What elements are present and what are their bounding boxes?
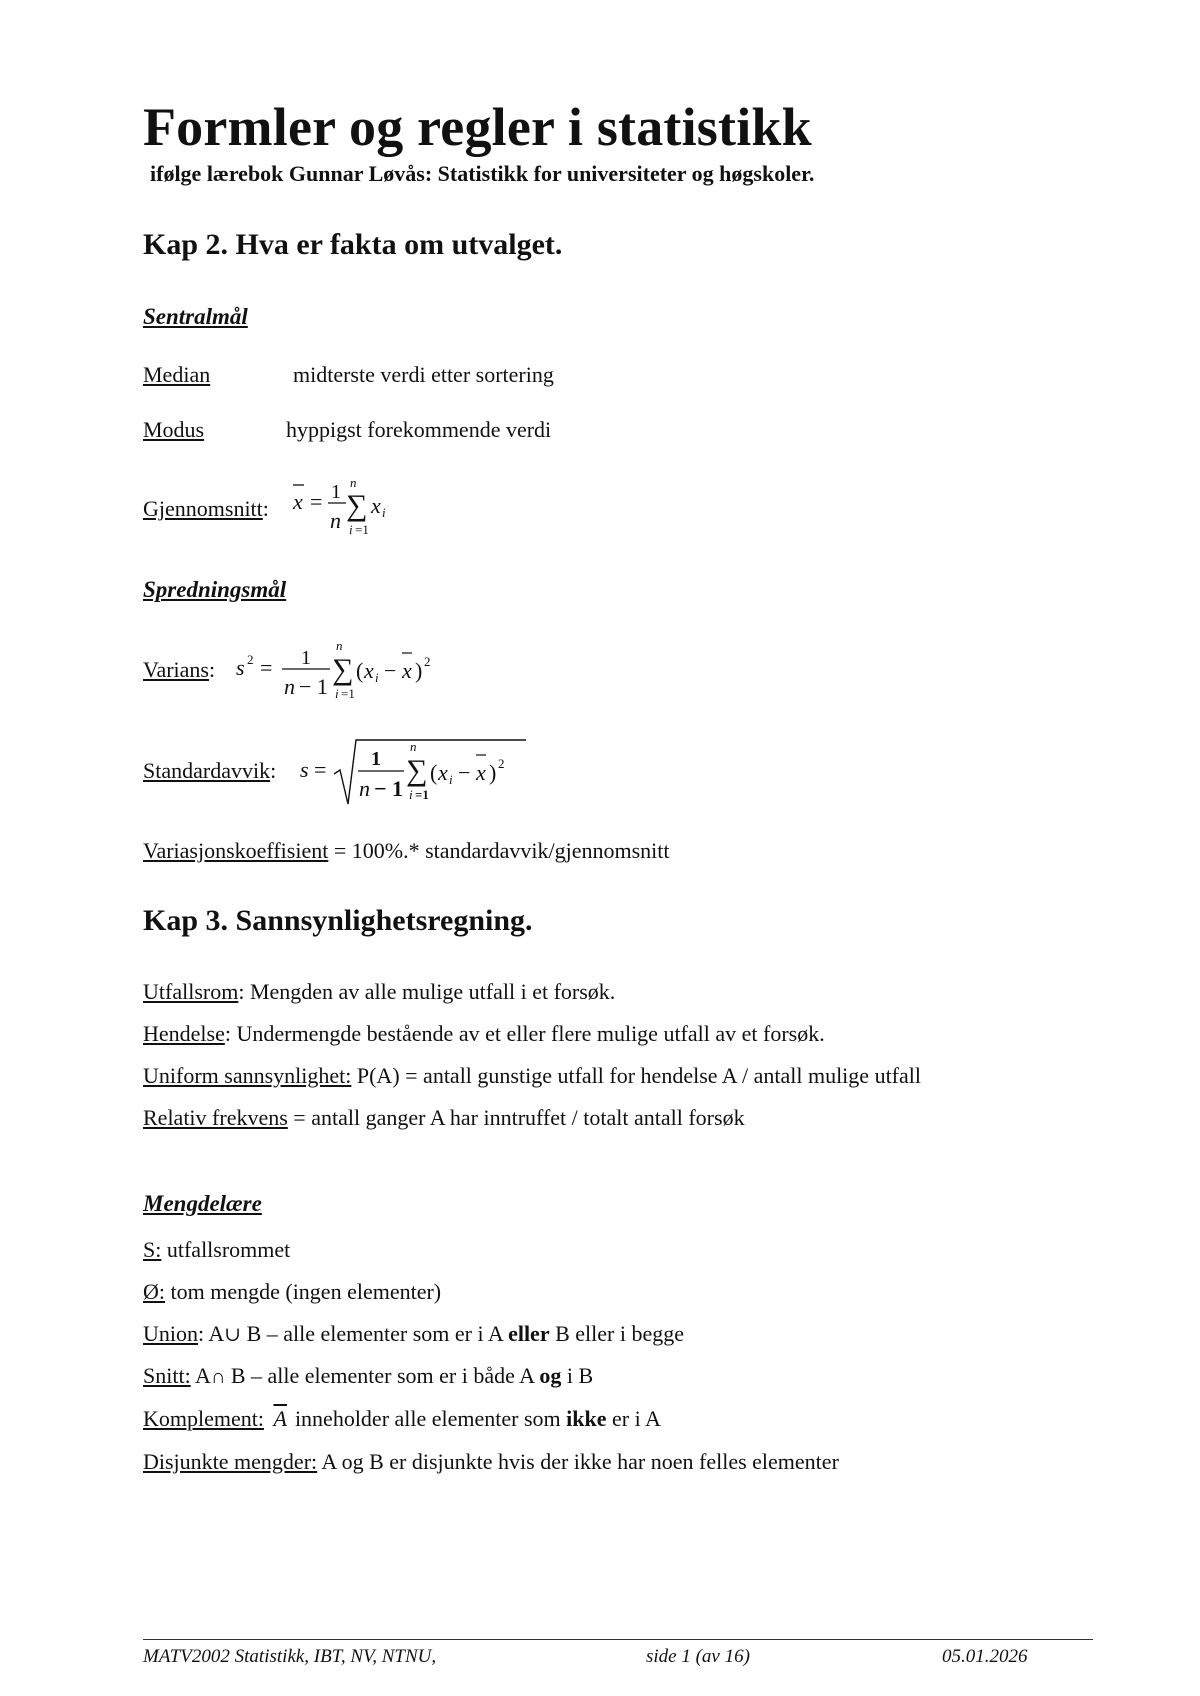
section-mengdelaere: Mengdelære bbox=[143, 1191, 262, 1216]
document-title: Formler og regler i statistikk bbox=[143, 97, 812, 157]
varians-row: Varians: bbox=[143, 657, 216, 682]
chapter-2-heading: Kap 2. Hva er fakta om utvalget. bbox=[143, 228, 563, 261]
modus-definition: hyppigst forekommende verdi bbox=[286, 417, 552, 442]
modus-row bbox=[143, 417, 204, 443]
svg-text:i: i bbox=[375, 670, 379, 685]
stddev-formula bbox=[296, 730, 536, 810]
footer-divider bbox=[143, 1639, 1093, 1640]
s-definition: utfallsrommet bbox=[161, 1237, 291, 1262]
modus-label: Modus bbox=[143, 417, 205, 442]
svg-text:=: = bbox=[314, 757, 327, 782]
s-label: S: bbox=[143, 1237, 162, 1262]
relativ-frekvens-row bbox=[143, 1105, 745, 1131]
disjunkte-label: Disjunkte mengder: bbox=[143, 1449, 318, 1474]
svg-text:n: n bbox=[359, 776, 370, 801]
variasjonskoeffisient-row bbox=[143, 838, 669, 864]
svg-text:2: 2 bbox=[424, 654, 431, 669]
disjunkte-row bbox=[143, 1449, 839, 1475]
variasjon-label: Variasjonskoeffisient bbox=[143, 838, 329, 863]
svg-text:∑: ∑ bbox=[406, 754, 428, 787]
median-definition: midterste verdi etter sortering bbox=[293, 362, 554, 387]
uniform-label: Uniform sannsynlighet: bbox=[143, 1063, 352, 1088]
svg-text:n: n bbox=[284, 674, 295, 699]
document-subtitle: ifølge lærebok Gunnar Løvås: Statistikk for universiteter og høgskoler. bbox=[150, 161, 815, 186]
svg-text:(: ( bbox=[356, 658, 364, 683]
tom-label: Ø: bbox=[143, 1279, 165, 1304]
svg-text:=: = bbox=[310, 489, 323, 514]
chapter-3-heading: Kap 3. Sannsynlighetsregning. bbox=[143, 904, 533, 937]
svg-text:∑: ∑ bbox=[346, 489, 368, 522]
svg-text:): ) bbox=[415, 658, 423, 683]
svg-text:s: s bbox=[236, 655, 245, 680]
svg-text:): ) bbox=[489, 760, 497, 785]
svg-text:=1: =1 bbox=[415, 787, 429, 802]
median-label: Median bbox=[143, 362, 211, 387]
svg-text:n: n bbox=[336, 638, 343, 653]
svg-text:n: n bbox=[350, 476, 357, 490]
svg-text:n: n bbox=[330, 508, 341, 533]
variasjon-definition: = 100%.* standardavvik/gjennomsnitt bbox=[328, 838, 670, 863]
svg-text:x: x bbox=[402, 658, 412, 683]
svg-text:s: s bbox=[300, 757, 309, 782]
union-label: Union bbox=[143, 1321, 198, 1346]
variance-formula bbox=[232, 636, 452, 706]
svg-text:i: i bbox=[449, 772, 453, 787]
svg-text:1: 1 bbox=[371, 748, 381, 770]
snitt-label: Snitt: bbox=[143, 1363, 191, 1388]
standardavvik-label: Standardavvik bbox=[143, 758, 271, 783]
svg-text:x: x bbox=[293, 489, 303, 514]
hendelse-row bbox=[143, 1021, 825, 1047]
svg-text:1: 1 bbox=[331, 481, 341, 503]
svg-text:2: 2 bbox=[247, 652, 254, 667]
disjunkte-definition: A og B er disjunkte hvis der ikke har noen felles elementer bbox=[317, 1449, 839, 1474]
svg-text:−: − bbox=[384, 658, 397, 683]
mean-formula bbox=[288, 476, 408, 542]
section-spredningsmal: Spredningsmål bbox=[143, 577, 287, 602]
footer-date: 05.01.2026 bbox=[942, 1646, 1028, 1667]
komplement-row: Komplement: $\overline{A}$ inneholder alle elementer som ikke er i A bbox=[143, 1406, 661, 1431]
svg-text:2: 2 bbox=[498, 756, 505, 771]
svg-text:(: ( bbox=[430, 760, 438, 785]
svg-text:i: i bbox=[349, 522, 353, 537]
union-symbol-icon: ∪ bbox=[224, 1324, 242, 1346]
svg-text:−: − bbox=[458, 760, 471, 785]
gjennomsnitt-row: Gjennomsnitt: bbox=[143, 496, 269, 521]
section-sentralmal: Sentralmål bbox=[143, 304, 248, 329]
svg-text:− 1: − 1 bbox=[299, 674, 328, 699]
svg-text:x: x bbox=[364, 658, 374, 683]
svg-text:x: x bbox=[371, 493, 381, 518]
footer-course: MATV2002 Statistikk, IBT, NV, NTNU, bbox=[143, 1646, 437, 1667]
svg-text:x: x bbox=[476, 760, 486, 785]
hendelse-label: Hendelse bbox=[143, 1021, 225, 1046]
utfallsrom-label: Utfallsrom bbox=[143, 979, 239, 1004]
svg-text:x: x bbox=[438, 760, 448, 785]
svg-text:i: i bbox=[335, 686, 339, 701]
svg-text:=1: =1 bbox=[341, 686, 355, 701]
svg-text:∑: ∑ bbox=[332, 653, 354, 686]
s-row bbox=[143, 1237, 290, 1263]
svg-text:=: = bbox=[260, 655, 273, 680]
utfallsrom-row bbox=[143, 979, 615, 1005]
intersection-symbol-icon: ∩ bbox=[210, 1366, 226, 1388]
footer-page-number: side 1 (av 16) bbox=[646, 1646, 750, 1667]
uniform-row bbox=[143, 1063, 921, 1089]
svg-text:1: 1 bbox=[301, 647, 311, 669]
svg-text:=1: =1 bbox=[355, 522, 369, 537]
complement-a-symbol-icon: $\overline{A}$ bbox=[273, 1406, 287, 1431]
gjennomsnitt-label: Gjennomsnitt bbox=[143, 496, 263, 521]
komplement-label: Komplement: bbox=[143, 1406, 264, 1431]
svg-text:i: i bbox=[382, 505, 386, 520]
standardavvik-row: Standardavvik: bbox=[143, 758, 277, 783]
uniform-definition: P(A) = antall gunstige utfall for hendelse A / antall mulige utfall bbox=[351, 1063, 921, 1088]
median-row bbox=[143, 362, 210, 388]
svg-text:n: n bbox=[410, 739, 417, 754]
svg-text:− 1: − 1 bbox=[374, 776, 404, 801]
union-row: Union: A∪ B – alle elementer som er i A eller B eller i begge bbox=[143, 1321, 684, 1346]
snitt-row: Snitt: A∩ B – alle elementer som er i både A og i B bbox=[143, 1363, 594, 1388]
tom-mengde-row bbox=[143, 1279, 441, 1305]
varians-label: Varians bbox=[143, 657, 209, 682]
utfallsrom-definition: : Mengden av alle mulige utfall i et forsøk. bbox=[238, 979, 616, 1004]
relativ-label: Relativ frekvens bbox=[143, 1105, 288, 1130]
tom-definition: tom mengde (ingen elementer) bbox=[165, 1279, 442, 1304]
relativ-definition: = antall ganger A har inntruffet / totalt antall forsøk bbox=[287, 1105, 745, 1130]
svg-text:i: i bbox=[409, 787, 413, 802]
hendelse-definition: : Undermengde bestående av et eller flere mulige utfall av et forsøk. bbox=[224, 1021, 825, 1046]
